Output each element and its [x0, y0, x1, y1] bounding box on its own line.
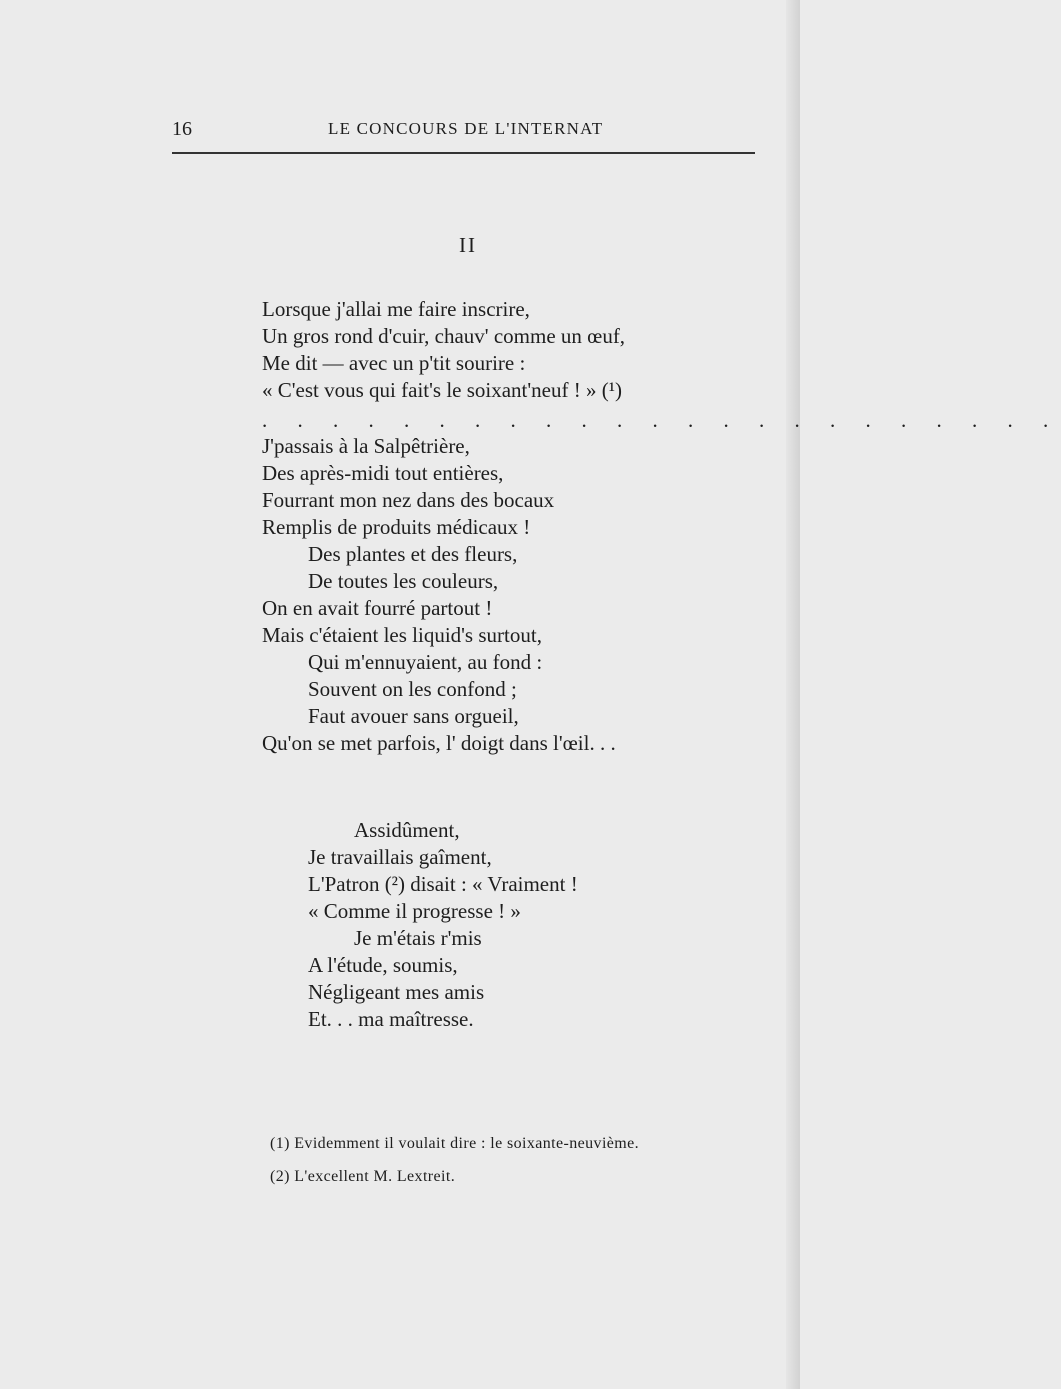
verse-line: J'passais à la Salpêtrière, — [262, 434, 470, 458]
verse-line: On en avait fourré partout ! — [262, 596, 493, 620]
verse-line: Remplis de produits médicaux ! — [262, 515, 531, 539]
stanza-1 — [262, 296, 625, 404]
verse-line: Souvent on les confond ; — [308, 677, 517, 701]
verse-line: Je travaillais gaîment, — [308, 845, 492, 869]
verse-line: Assidûment, — [354, 818, 460, 842]
stanza-2 — [262, 433, 616, 757]
footnote-2: (2) L'excellent M. Lextreit. — [270, 1168, 456, 1185]
verse-line: Qu'on se met parfois, l' doigt dans l'œil. . . — [262, 731, 616, 755]
verse-line: Fourrant mon nez dans des bocaux — [262, 488, 555, 512]
verse-line: Un gros rond d'cuir, chauv' comme un œuf, — [262, 324, 626, 348]
verse-line: A l'étude, soumis, — [308, 953, 458, 977]
verse-line: Qui m'ennuyaient, au fond : — [308, 650, 543, 674]
page-edge-shadow — [786, 0, 800, 1389]
verse-line: Des plantes et des fleurs, — [308, 542, 518, 566]
stanza-3 — [262, 817, 578, 1033]
page-header — [172, 118, 755, 154]
footnote-1: (1) Evidemment il voulait dire : le soixante-neuvième. — [270, 1135, 640, 1152]
header-rule — [172, 152, 755, 154]
verse-line: « Comme il progresse ! » — [308, 899, 521, 923]
verse-line: L'Patron (²) disait : « Vraiment ! — [308, 872, 578, 896]
verse-line: Me dit — avec un p'tit sourire : — [262, 351, 526, 375]
verse-line: Négligeant mes amis — [308, 980, 485, 1004]
verse-line: Lorsque j'allai me faire inscrire, — [262, 297, 530, 321]
verse-line: Et. . . ma maîtresse. — [308, 1007, 474, 1031]
page-number: 16 — [172, 118, 192, 140]
verse-line: Faut avouer sans orgueil, — [308, 704, 519, 728]
running-title: LE CONCOURS DE L'INTERNAT — [328, 119, 604, 138]
verse-line: Des après-midi tout entières, — [262, 461, 504, 485]
verse-line: Je m'étais r'mis — [354, 926, 482, 950]
verse-line: De toutes les couleurs, — [308, 569, 499, 593]
section-numeral: II — [459, 233, 477, 257]
ellipsis-row: . . . . . . . . . . . . . . . . . . . . . . . — [262, 408, 1061, 432]
footnotes — [270, 1127, 639, 1193]
verse-line: Mais c'étaient les liquid's surtout, — [262, 623, 542, 647]
verse-line: « C'est vous qui fait's le soixant'neuf ! » (¹) — [262, 378, 623, 402]
